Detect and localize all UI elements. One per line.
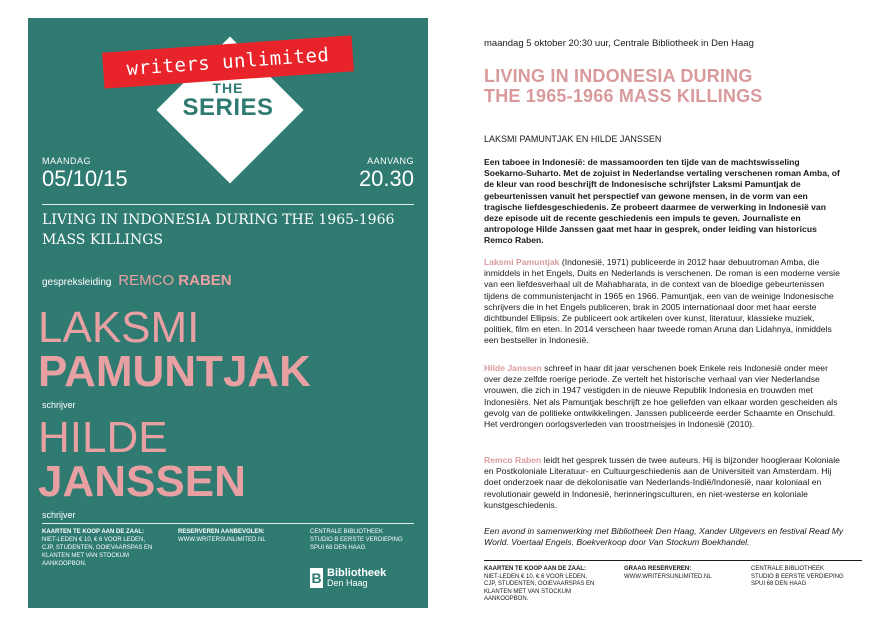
venue-line: SPUI 68 DEN HAAG xyxy=(310,545,366,551)
event-time: 20.30 xyxy=(358,166,414,191)
page-tickets-heading: KAARTEN TE KOOP AAN DE ZAAL: xyxy=(484,566,586,572)
venue-line: CENTRALE BIBLIOTHEEK xyxy=(310,529,384,535)
start-label: AANVANG xyxy=(367,156,414,166)
speaker1-first: LAKSMI xyxy=(38,303,200,352)
venue-line: STUDIO B EERSTE VERDIEPING xyxy=(310,537,403,543)
tickets-heading: KAARTEN TE KOOP AAN DE ZAAL: xyxy=(42,529,144,535)
footer-divider xyxy=(42,523,414,524)
partners-paragraph: Een avond in samenwerking met Bibliotheek Den Haag, Xander Uitgevers en festival Read My World. Voertaal Engels. Boekverkoop door Van Stockum Boekhandel. xyxy=(484,526,844,548)
speaker2-first: HILDE xyxy=(38,413,168,462)
page-reserve-info xyxy=(624,566,744,581)
page-reserve-url[interactable]: WWW.WRITERSUNLIMITED.NL xyxy=(624,573,712,580)
moderator-line xyxy=(42,272,232,289)
event-date: 05/10/15 xyxy=(42,166,128,191)
info-page xyxy=(476,18,868,608)
series-main-label: SERIES xyxy=(182,94,274,121)
page-reserve-heading: GRAAG RESERVEREN: xyxy=(624,566,692,572)
page-venue-line: SPUI 68 DEN HAAG xyxy=(751,581,807,587)
day-label: MAANDAG xyxy=(42,156,92,166)
library-logo xyxy=(310,568,386,588)
library-city: Den Haag xyxy=(327,578,368,588)
moderator-name xyxy=(118,272,231,289)
bio-janssen-name: Hilde Janssen xyxy=(484,363,542,373)
speaker2-last: JANSSEN xyxy=(38,457,246,506)
tickets-line: KLANTEN MET VAN STOCKUM AANKOOPBON. xyxy=(42,553,130,567)
poster-title-line2: MASS KILLINGS xyxy=(42,232,163,248)
divider xyxy=(42,204,414,205)
venue-info xyxy=(310,528,420,552)
bio-pamuntjak xyxy=(484,257,844,347)
page-title-line2: THE 1965-1966 MASS KILLINGS xyxy=(484,86,763,106)
moderator-last: RABEN xyxy=(178,272,232,289)
bio-pamuntjak-text: (Indonesië, 1971) publiceerde in 2012 haar debuutroman Amba, die inmiddels in het Engels, Duits en Nederlands is verschenen. De roman is een moderne versie van een liefdesverhaal uit de Mahabharata, in de context van de bloedige gebeurtenissen tijdens de communistenjacht in 1965 en 1966. Pamuntjak, een van de weinige Indonesische schrijvers die in het Engels publiceren, brak in 2005 internationaal door met haar eerste dichtbundel Ellipsis. Ze publiceert ook artikelen over kunst, literatuur, klassieke muziek, politiek, film en eten. In 2014 verscheen haar tweede roman Aruna dan Lidahnya, inmiddels een bestseller in Indonesië. xyxy=(484,257,840,346)
page-tickets-line: CJP, STUDENTEN, OOIEVAARSPAS EN xyxy=(484,581,595,587)
poster-title xyxy=(42,210,412,250)
poster-title-line1: LIVING IN INDONESIA DURING THE 1965-1966 xyxy=(42,212,395,228)
page-title xyxy=(484,66,864,106)
page-venue-line: CENTRALE BIBLIOTHEEK xyxy=(751,566,825,572)
series-top-label: THE xyxy=(212,80,244,96)
tickets-line: NIET-LEDEN € 10, € 6 VOOR LEDEN, xyxy=(42,537,146,543)
reserve-url[interactable]: WWW.WRITERSUNLIMITED.NL xyxy=(178,537,266,543)
page-footer-divider xyxy=(484,560,862,561)
brand-banner: writers unlimited xyxy=(102,35,354,88)
page-venue-info xyxy=(751,566,861,589)
reserve-info xyxy=(178,528,298,544)
bio-raben xyxy=(484,455,844,511)
moderator-first: REMCO xyxy=(118,272,175,289)
library-name: Bibliotheek xyxy=(327,567,387,579)
page-title-line1: LIVING IN INDONESIA DURING xyxy=(484,66,753,86)
speaker1-role: schrijver xyxy=(42,400,76,410)
page-tickets-info xyxy=(484,566,614,604)
authors-line: LAKSMI PAMUNTJAK EN HILDE JANSSEN xyxy=(484,134,662,144)
reserve-heading: RESERVEREN AANBEVOLEN: xyxy=(178,529,265,535)
moderator-label: gespreksleiding xyxy=(42,277,112,288)
bio-janssen-text: schreef in haar dit jaar verschenen boek Enkele reis Indonesië onder meer over deze zelfde roerige periode. Ze vertelt het historische verhaal van vier Nederlandse vrouwen, die zich in 1947 vestigden in de nieuwe Republik Indonesia en trouwden met Indonesiërs. Net als Pamuntjak beschrijft ze hoe geliefden van elkaar worden gescheiden als gevolg van de politieke ontwikkelingen. Janssen publiceerde eerder Schaamte en Onschuld. Het verdrongen oorlogsverleden van troostmeisjes in Indonesië (2010). xyxy=(484,363,838,430)
date-row xyxy=(42,156,414,206)
poster xyxy=(28,18,428,608)
library-logo-text xyxy=(327,568,386,588)
tickets-info xyxy=(42,528,174,568)
event-meta: maandag 5 oktober 20:30 uur, Centrale Bibliotheek in Den Haag xyxy=(484,38,754,49)
library-b-icon: B xyxy=(311,570,322,586)
page-tickets-line: KLANTEN MET VAN STOCKUM AANKOOPBON. xyxy=(484,588,572,602)
tickets-line: CJP, STUDENTEN, OOIEVAARSPAS EN xyxy=(42,545,153,551)
intro-paragraph: Een taboee in Indonesië: de massamoorden ten tijde van de machtswisseling Soekarno-Suharto. Met de zojuist in Nederlandse vertaling verschenen roman Amba, of de kleur van rood beschrijft de Indonesische schrijfster Laksmi Pamuntjak de gebeurtenissen vanuit het perspectief van gewone mensen, in de vorm van een tragische liefdesgeschiedenis. Ze probeert daarmee de verwerking in Indonesië van deze episode uit de recente geschiedenis een impuls te geven. Journaliste en antropologe Hilde Janssen gaat met haar in gesprek, onder leiding van historicus Remco Raben. xyxy=(484,157,840,246)
bio-raben-text: leidt het gesprek tussen de twee auteurs. Hij is bijzonder hoogleraar Koloniale en Postkoloniale Literatuur- en Cultuurgeschiedenis aan de Universiteit van Amsterdam. Hij doet onderzoek naar de dekolonisatie van Nederlands-Indië/Indonesië, naar koloniaal en revolutionair geweld in Indonesië, herinneringsculturen, en niet-westerse en koloniale kunstgeschiedenis. xyxy=(484,455,840,510)
bio-raben-name: Remco Raben xyxy=(484,455,542,465)
speaker1-last: PAMUNTJAK xyxy=(38,347,311,396)
speaker2-role: schrijver xyxy=(42,510,76,520)
bio-janssen xyxy=(484,363,844,430)
page-venue-line: STUDIO B EERSTE VERDIEPING xyxy=(751,573,844,580)
bio-pamuntjak-name: Laksmi Pamuntjak xyxy=(484,257,560,267)
page-tickets-line: NIET-LEDEN € 10, € 6 VOOR LEDEN, xyxy=(484,573,588,580)
